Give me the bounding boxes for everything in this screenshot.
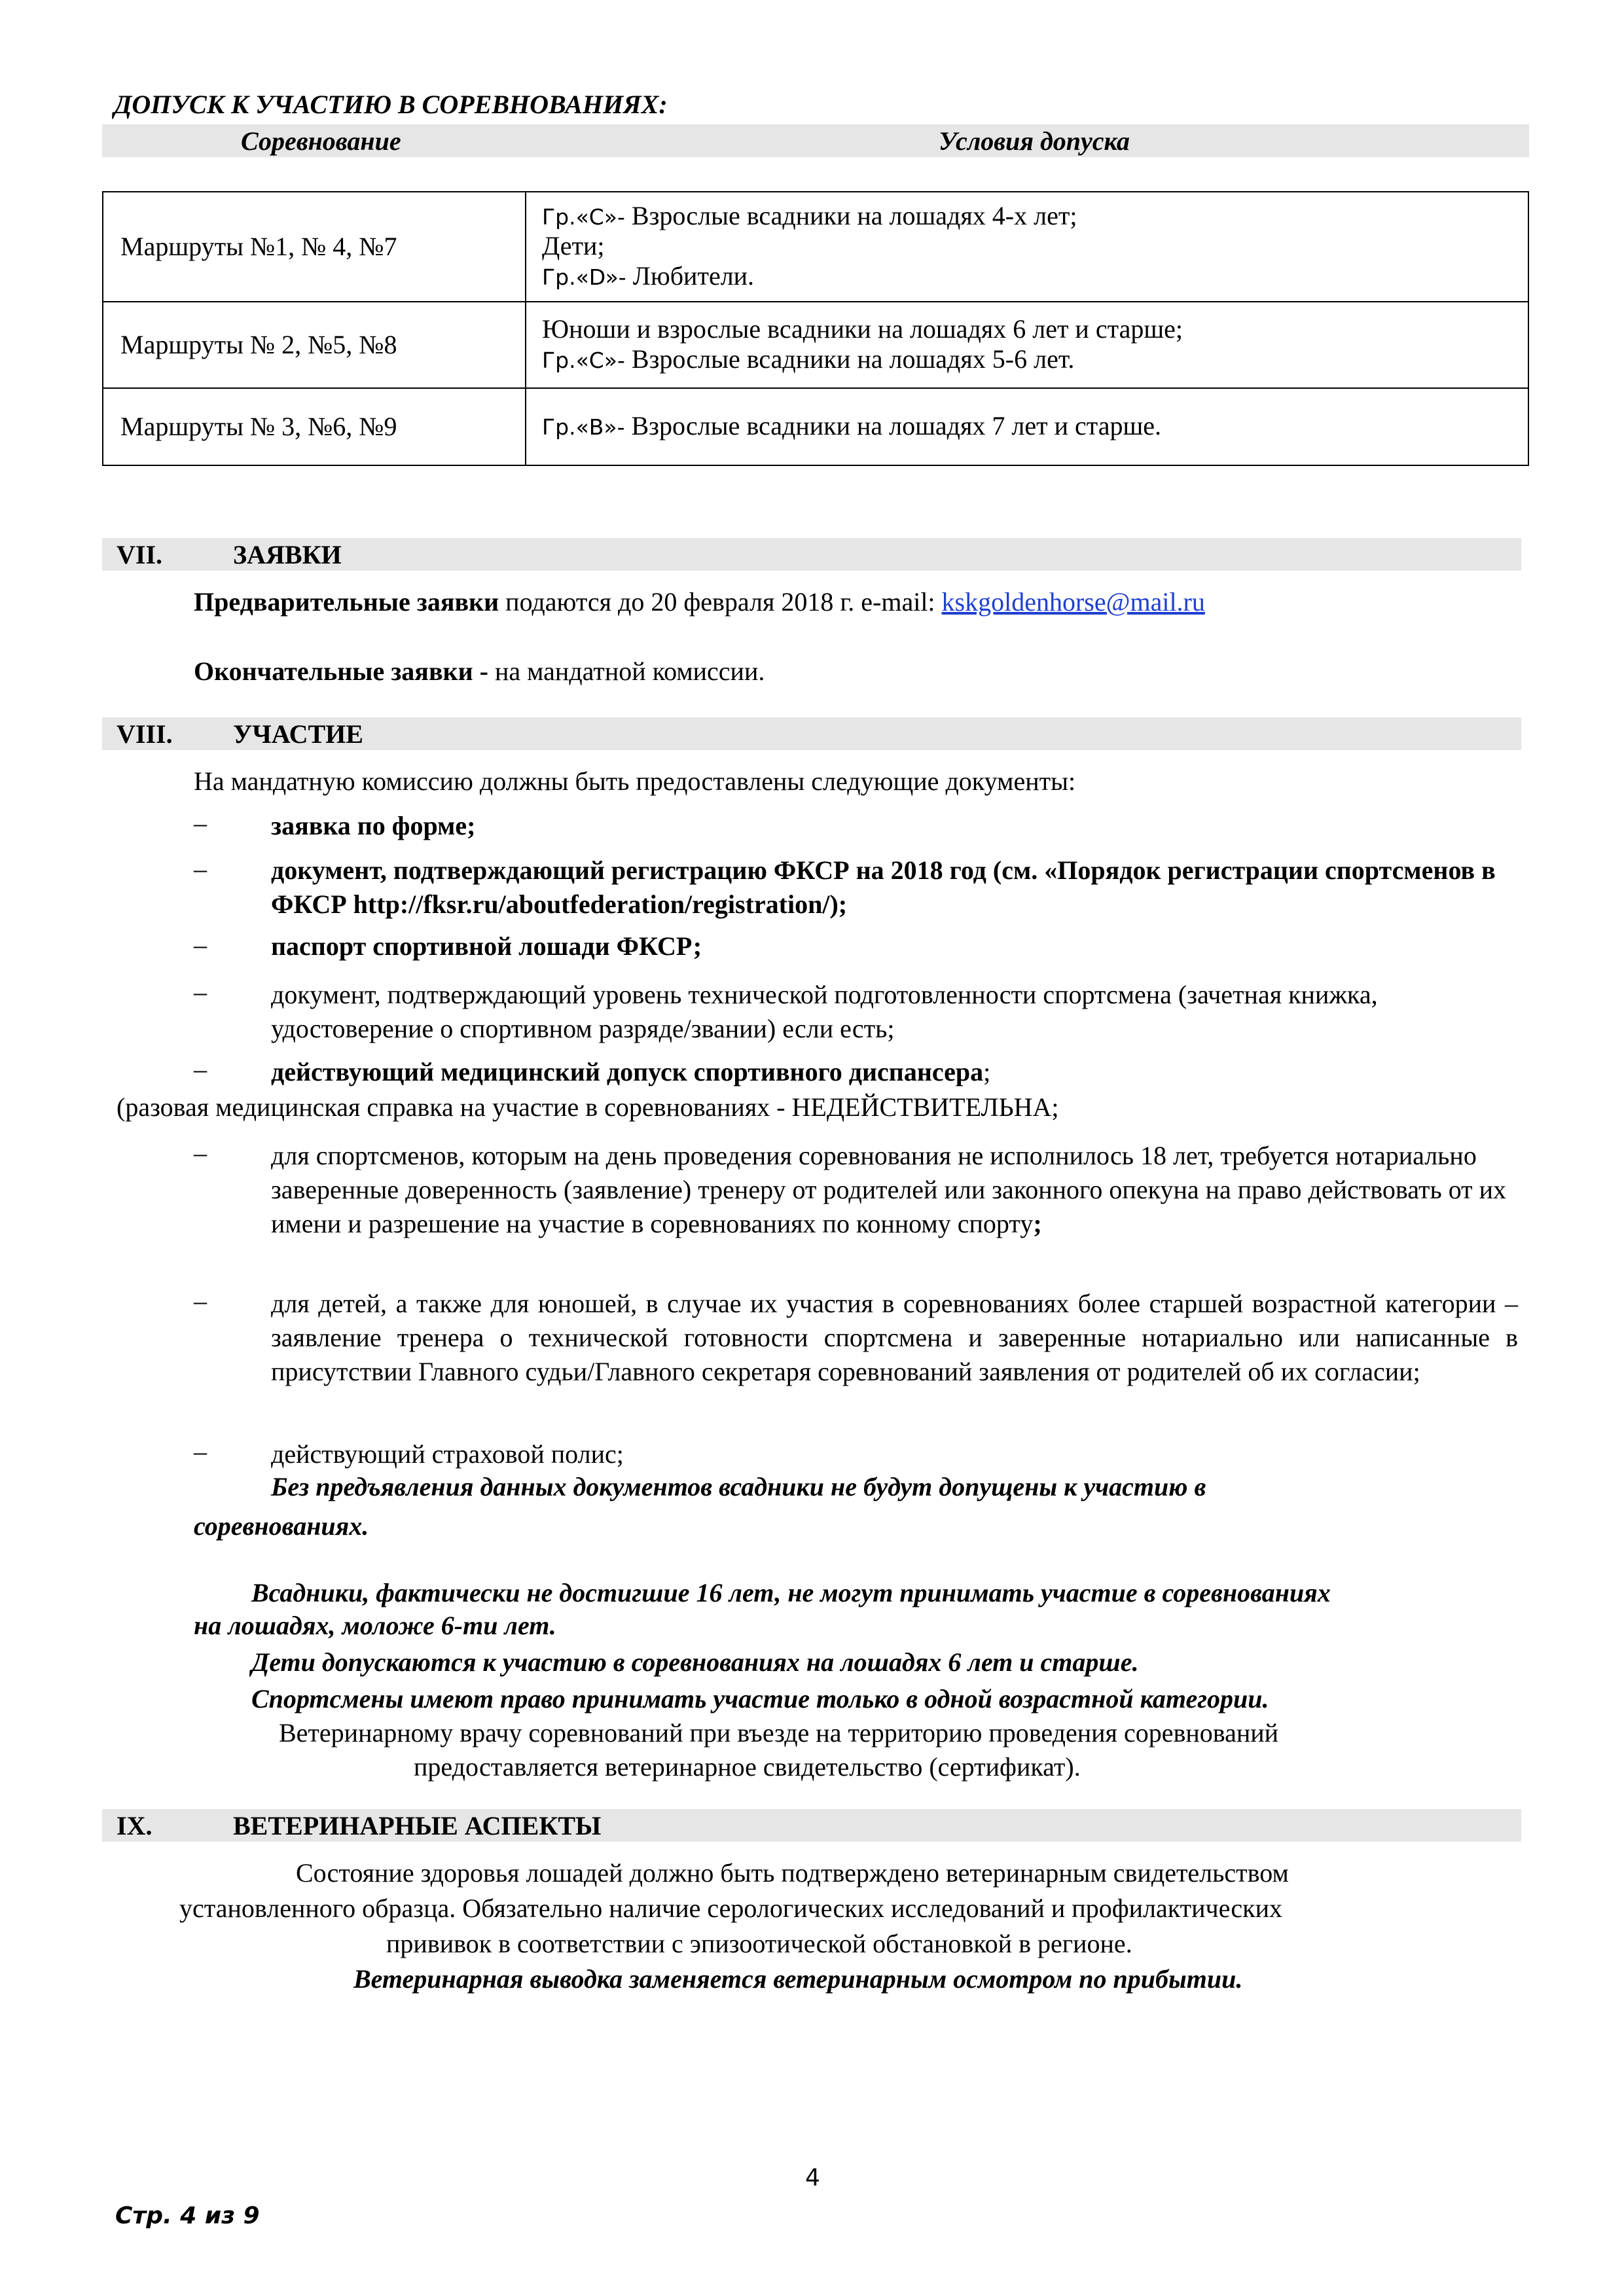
page-number: 4 (805, 2164, 820, 2191)
conditions-cell (526, 388, 1528, 465)
preliminary-applications (194, 585, 1205, 619)
warning-line: соревнованиях. (194, 1511, 369, 1541)
table-row (103, 388, 1528, 465)
final-label: Окончательные заявки - (194, 656, 488, 686)
list-dash: – (194, 1054, 207, 1084)
routes-cell: Маршруты №1, № 4, №7 (103, 192, 526, 302)
list-dash: – (194, 808, 207, 838)
table-row (103, 192, 1528, 302)
preliminary-text: подаются до 20 февраля 2018 г. e-mail: (499, 587, 942, 617)
column-conditions: Условия допуска (939, 126, 1130, 156)
list-item-tail: ; (983, 1057, 991, 1086)
list-dash: – (194, 1437, 207, 1466)
list-dash: – (194, 977, 207, 1007)
vet-paragraph-line: установленного образца. Обязательно наличие серологических исследований и профилактических (179, 1893, 1282, 1923)
section-title: УЧАСТИЕ (233, 719, 363, 749)
list-item: действующий страховой полис; (271, 1439, 624, 1469)
rule-line: на лошадях, моложе 6-ти лет. (194, 1611, 556, 1640)
condition-text: Любители. (626, 261, 755, 291)
list-item: документ, подтверждающий уровень технической подготовленности спортсмена (зачетная книжка, удостоверение о спортивном разряде/звании) если есть; (271, 980, 1378, 1043)
routes-cell: Маршруты № 2, №5, №8 (103, 302, 526, 388)
section-number: VII. (117, 540, 163, 569)
list-item-text: для спортсменов, которым на день проведения соревнования не исполнилось 18 лет, требуется нотариально заверенные доверенность (заявление) тренеру от родителей или законного опекуна на право действовать от их имени и разрешение на участие в соревнованиях по конному спорту (271, 1141, 1507, 1238)
condition-text: Дети; (542, 231, 605, 260)
list-dash: – (194, 930, 207, 960)
table-row (103, 302, 1528, 388)
list-item: паспорт спортивной лошади ФКСР; (271, 931, 702, 961)
rule-line: Спортсмены имеют право принимать участие только в одной возрастной категории. (251, 1684, 1269, 1713)
list-item: заявка по форме; (271, 811, 476, 840)
group-label: Гр.«С»- (542, 204, 625, 230)
warning-line: Без предъявления данных документов всадники не будут допущены к участию в (271, 1472, 1206, 1501)
documents-intro: На мандатную комиссию должны быть предоставлены следующие документы: (194, 766, 1076, 796)
conditions-cell (526, 192, 1528, 302)
group-label: Гр.«D»- (542, 264, 626, 290)
vet-certificate-line: Ветеринарному врачу соревнований при въезде на территорию проведения соревнований (279, 1718, 1279, 1748)
list-dash: – (194, 854, 207, 884)
final-text: на мандатной комиссии. (488, 656, 765, 686)
list-item-tail: ; (1033, 1209, 1042, 1238)
admission-title: ДОПУСК К УЧАСТИЮ В СОРЕВНОВАНИЯХ: (114, 90, 668, 119)
condition-text: Юноши и взрослые всадники на лошадях 6 лет и старше; (542, 314, 1183, 344)
rule-line: Дети допускаются к участию в соревнованиях на лошадях 6 лет и старше. (251, 1647, 1139, 1677)
routes-cell: Маршруты № 3, №6, №9 (103, 388, 526, 465)
medical-note: (разовая медицинская справка на участие в соревнованиях - НЕДЕЙСТВИТЕЛЬНА; (117, 1092, 1059, 1122)
section-number: IX. (117, 1811, 153, 1840)
conditions-cell (526, 302, 1528, 388)
condition-text: Взрослые всадники на лошадях 4-х лет; (624, 201, 1077, 230)
list-item: для детей, а также для юношей, в случае их участия в соревнованиях более старшей возрастной категории – заявление тренера о технической готовности спортсмена и заверенные нотариально или написанные в присутствии Главного судьи/Главного секретаря соревнований заявления от родителей об их согласии; (271, 1289, 1518, 1386)
preliminary-label: Предварительные заявки (194, 587, 499, 617)
column-competition: Соревнование (241, 126, 401, 156)
vet-paragraph-line: Состояние здоровья лошадей должно быть подтверждено ветеринарным свидетельством (296, 1858, 1289, 1888)
section-number: VIII. (117, 719, 173, 749)
list-dash: – (194, 1138, 207, 1168)
section-title: ВЕТЕРИНАРНЫЕ АСПЕКТЫ (233, 1811, 602, 1840)
condition-text: Взрослые всадники на лошадях 7 лет и старше. (624, 411, 1162, 440)
list-item (271, 1055, 1518, 1089)
page-of-total: Стр. 4 из 9 (115, 2202, 260, 2229)
rule-line: Всадники, фактически не достигшие 16 лет, не могут принимать участие в соревнованиях (251, 1578, 1331, 1607)
group-label: Гр.«С»- (542, 348, 625, 373)
group-label: Гр.«В»- (542, 414, 625, 440)
list-dash: – (194, 1286, 207, 1316)
list-item-text: действующий медицинский допуск спортивного диспансера (271, 1057, 984, 1086)
final-applications (194, 655, 765, 689)
vet-certificate-line: предоставляется ветеринарное свидетельство (сертификат). (414, 1752, 1081, 1782)
list-item (271, 1139, 1518, 1241)
condition-text: Взрослые всадники на лошадях 5-6 лет. (624, 344, 1075, 374)
list-item: документ, подтверждающий регистрацию ФКСР на 2018 год (см. «Порядок регистрации спортсменов в ФКСР http://fksr.ru/aboutfederation/registration/); (271, 855, 1496, 919)
vet-paragraph-line: прививок в соответствии с эпизоотической обстановкой в регионе. (386, 1929, 1132, 1958)
section-title: ЗАЯВКИ (233, 540, 342, 569)
admission-table (102, 191, 1529, 466)
email-link[interactable]: kskgoldenhorse@mail.ru (941, 587, 1205, 617)
vet-inspection-line: Ветеринарная выводка заменяется ветеринарным осмотром по прибытии. (353, 1964, 1243, 1994)
